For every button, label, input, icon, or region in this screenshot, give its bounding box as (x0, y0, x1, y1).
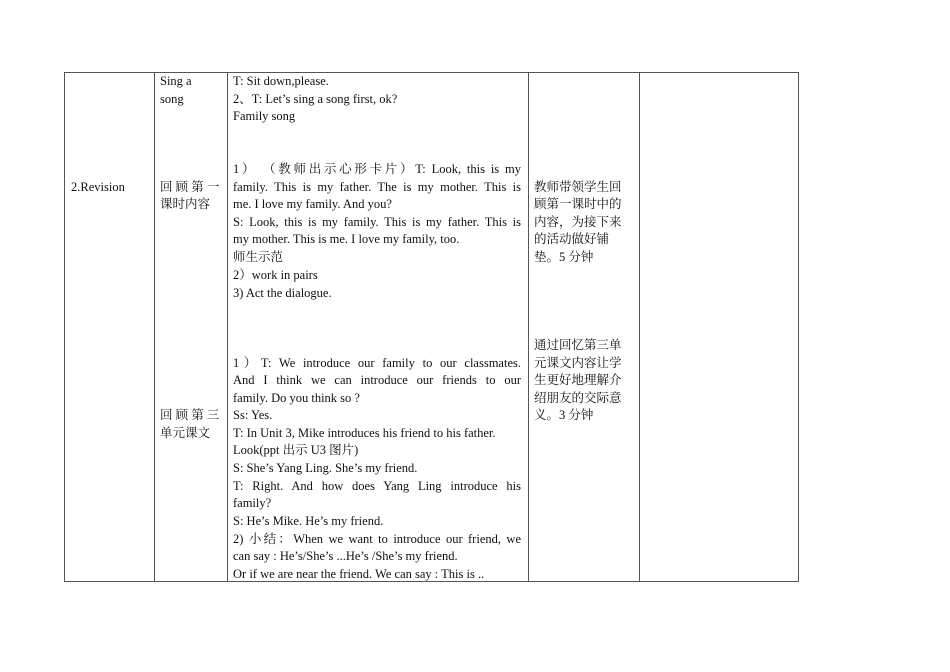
process-line: T: In Unit 3, Mike introduces his friend to his father. (233, 426, 496, 440)
column-divider (639, 73, 640, 581)
intent-line: 元课文内容让学 (534, 356, 622, 370)
intent-line: 顾第一课时中的 (534, 197, 622, 211)
process-line: 1）T: We introduce our family to our classmates. (233, 356, 521, 370)
process-line: 1） （教师出示心形卡片）T: Look, this is my (233, 162, 521, 176)
process-line: Family song (233, 109, 296, 123)
step-sing-song-line1: Sing a (160, 74, 192, 88)
intent-line: 生更好地理解介 (534, 373, 622, 387)
process-line: 2) 小结：When we want to introduce our friend, we (233, 532, 521, 546)
process-line: can say : He’s/She’s ...He’s /She’s my friend. (233, 549, 458, 563)
intent-line: 通过回忆第三单 (534, 338, 622, 352)
column-divider (154, 73, 155, 581)
step-review-lesson1-line2: 课时内容 (160, 197, 211, 211)
process-line: family. This is my father. The is my mother. This is (233, 180, 521, 194)
process-line: T: Right. And how does Yang Ling introduce his (233, 479, 521, 493)
process-line: S: She’s Yang Ling. She’s my friend. (233, 461, 418, 475)
process-line: And I think we can introduce our friends to our (233, 373, 521, 387)
intent-line: 的活动做好铺 (534, 232, 610, 246)
step-sing-song-line2: song (160, 92, 184, 106)
process-line: 3) Act the dialogue. (233, 286, 332, 300)
process-line: Look(ppt 出示 U3 图片) (233, 443, 359, 457)
process-line: 师生示范 (233, 250, 284, 264)
lesson-plan-table (64, 72, 799, 582)
process-line: S: He’s Mike. He’s my friend. (233, 514, 384, 528)
process-line: 2）work in pairs (233, 268, 318, 282)
intent-line: 义。3 分钟 (534, 408, 594, 422)
step-review-unit3-line1: 回 顾 第 三 (160, 408, 220, 422)
intent-line: 内容，为接下来 (534, 215, 622, 229)
process-line: family? (233, 496, 272, 510)
intent-line: 垫。5 分钟 (534, 250, 594, 264)
step-review-lesson1-line1: 回 顾 第 一 (160, 180, 220, 194)
stage-label: 2.Revision (71, 180, 125, 194)
process-line: family. Do you think so ? (233, 391, 360, 405)
intent-line: 教师带领学生回 (534, 180, 622, 194)
process-line: S: Look, this is my family. This is my father. This is (233, 215, 521, 229)
column-divider (227, 73, 228, 581)
process-line: my mother. This is me. I love my family, too. (233, 232, 460, 246)
intent-line: 绍朋友的交际意 (534, 391, 622, 405)
process-line: T: Sit down,please. (233, 74, 329, 88)
step-review-unit3-line2: 单元课文 (160, 426, 211, 440)
process-line: Ss: Yes. (233, 408, 273, 422)
process-line: Or if we are near the friend. We can say : This is .. (233, 567, 485, 581)
column-divider (528, 73, 529, 581)
process-line: 2、T: Let’s sing a song first, ok? (233, 92, 398, 106)
process-line: me. I love my family. And you? (233, 197, 392, 211)
